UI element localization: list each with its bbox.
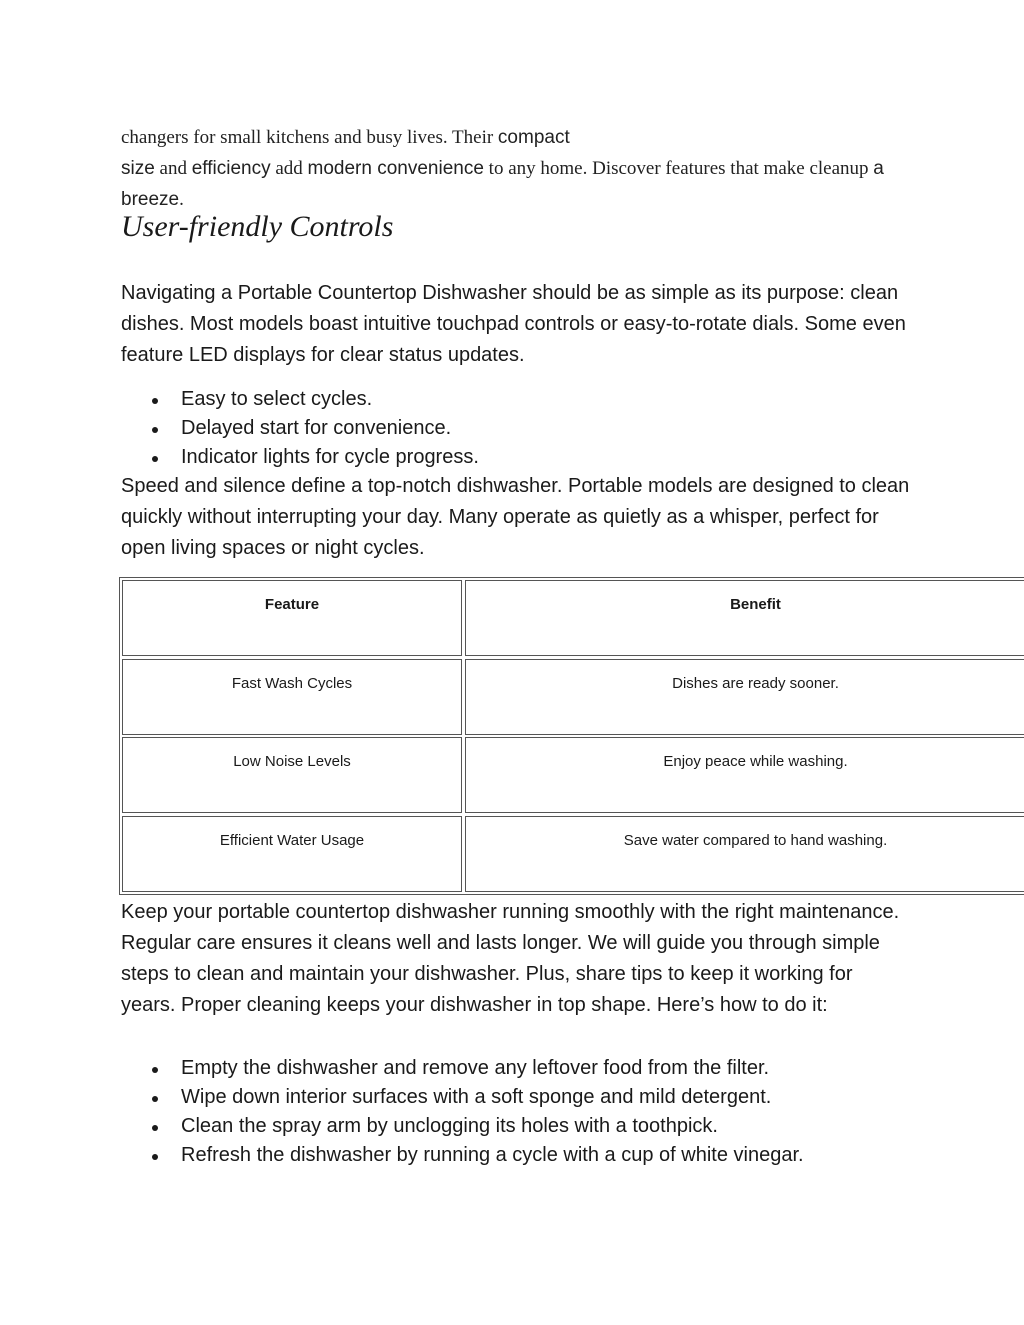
list-item [121,1083,804,1112]
intro-text-1: changers for small kitchens and busy lives. Their [121,127,498,148]
intro-text-10: . [179,189,184,210]
bullet-icon [152,1154,158,1160]
bullet-icon [152,1067,158,1073]
list-item [121,414,479,443]
list-item-text: Indicator lights for cycle progress. [181,446,479,468]
intro-text-8: to any home. Discover features that make cleanup [483,158,874,179]
intro-text-9: a breeze [121,158,884,210]
list-item-text: Refresh the dishwasher by running a cycle with a cup of white vinegar. [181,1144,804,1166]
controls-list [121,385,479,472]
table-cell-benefit: Dishes are ready sooner. [465,659,1024,735]
list-item-text: Easy to select cycles. [181,388,373,410]
maintenance-paragraph: Keep your portable countertop dishwasher running smoothly with the right maintenance. Regular care ensures it cleans well and lasts longer. We will guide you through simple steps to clean and maintain your dishwasher. Plus, share tips to keep it working for years. Proper cleaning keeps your dishwasher in top shape. Here’s how to do it: [121,901,900,1016]
list-item-text: Wipe down interior surfaces with a soft sponge and mild detergent. [181,1086,772,1108]
feature-benefit-table [119,577,1024,895]
intro-text-4: and [154,158,192,179]
list-item-text: Empty the dishwasher and remove any leftover food from the filter. [181,1057,770,1079]
bullet-icon [152,1096,158,1102]
table-cell-feature: Low Noise Levels [122,737,462,813]
controls-paragraph: Navigating a Portable Countertop Dishwasher should be as simple as its purpose: clean dishes. Most models boast intuitive touchpad controls or easy-to-rotate dials. Some even feature LED displays for clear status updates. [121,282,906,366]
table-cell-feature: Efficient Water Usage [122,816,462,892]
list-item-text: Delayed start for convenience. [181,417,452,439]
list-item [121,385,479,414]
bullet-icon [152,456,158,462]
list-item [121,1112,804,1141]
intro-text-3: size [121,158,155,179]
table-cell-benefit: Enjoy peace while washing. [465,737,1024,813]
list-item [121,1141,804,1170]
table-header-feature: Feature [122,580,462,656]
intro-paragraph [121,122,911,215]
intro-text-2: compact [497,127,570,148]
bullet-icon [152,1125,158,1131]
section-heading: User-friendly Controls [121,210,394,243]
intro-text-7: modern convenience [307,158,484,179]
table-cell-feature: Fast Wash Cycles [122,659,462,735]
table-cell-benefit: Save water compared to hand washing. [465,816,1024,892]
maintenance-list [121,1054,804,1170]
intro-text-6: add [270,158,308,179]
table-header-benefit: Benefit [465,580,1024,656]
bullet-icon [152,427,158,433]
speed-paragraph: Speed and silence define a top-notch dishwasher. Portable models are designed to clean quickly without interrupting your day. Many operate as quietly as a whisper, perfect for open living spaces or night cycles. [121,475,910,559]
intro-text-5: efficiency [191,158,271,179]
list-item-text: Clean the spray arm by unclogging its holes with a toothpick. [181,1115,718,1137]
list-item [121,443,479,472]
list-item [121,1054,804,1083]
bullet-icon [152,398,158,404]
